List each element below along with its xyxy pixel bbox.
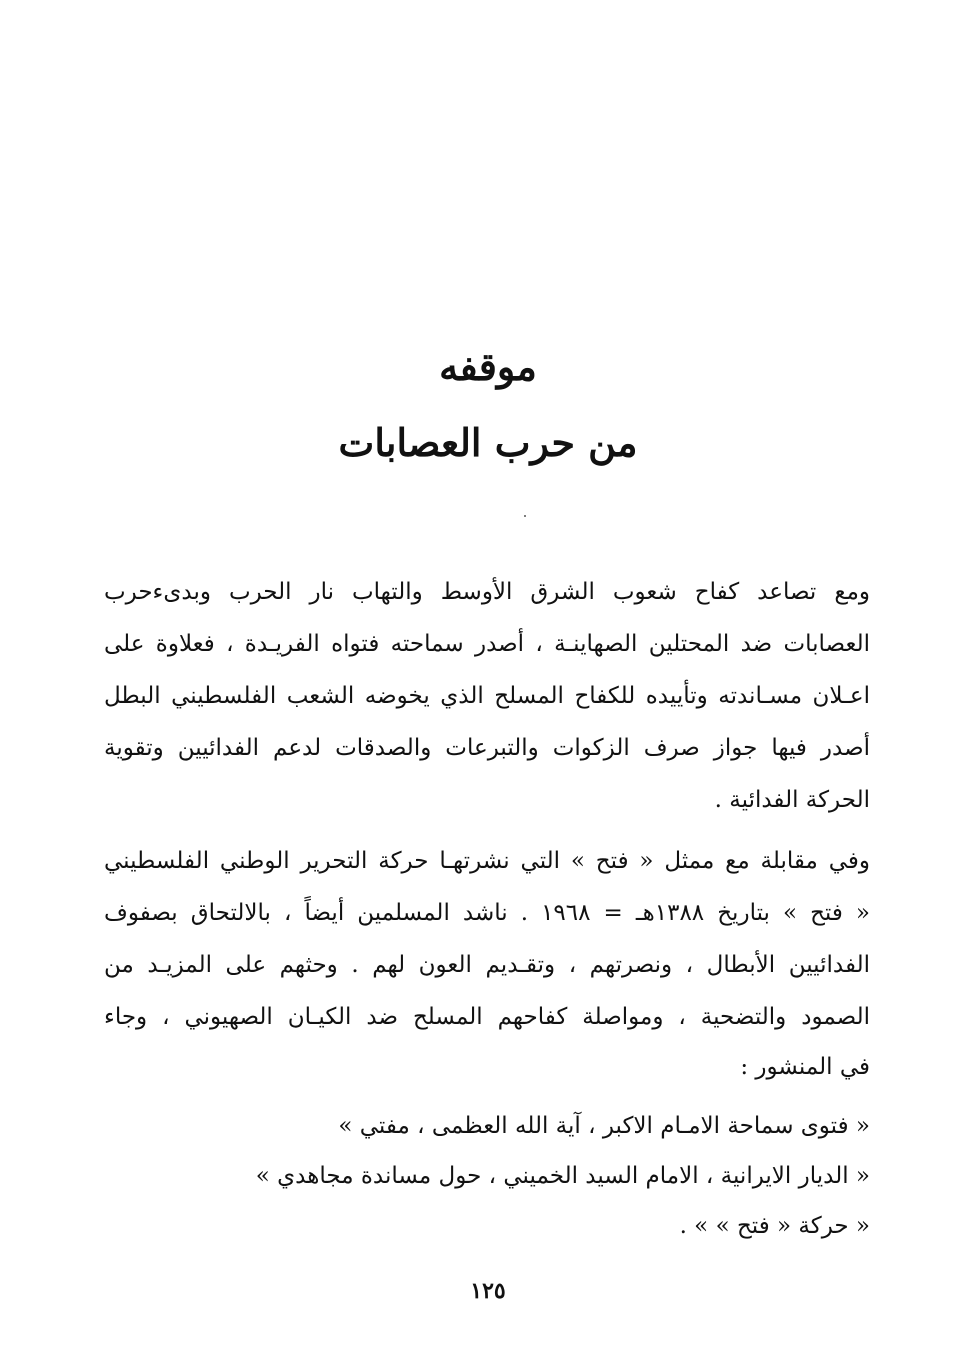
paragraph-2-line: في المنشور : <box>740 1054 870 1080</box>
quote-line: « حركة « فتح » » . <box>679 1213 870 1239</box>
paragraph-1-line: أصدر فيها جواز صرف الزكوات والتبرعات والصدقات لدعم الفدائيين وتقوية <box>104 735 870 761</box>
paragraph-1-line: اعـلان مسـاندته وتأييده للكفاح المسلح الذي يخوضه الشعب الفلسطيني البطل <box>104 683 870 709</box>
quote-line: « الديار الايرانية ، الامام السيد الخميني ، حول مساندة مجاهدي » <box>255 1163 870 1189</box>
paragraph-1-line: الحركة الفدائية . <box>714 787 870 813</box>
paragraph-1-line: ومع تصاعد كفاح شعوب الشرق الأوسط والتهاب نار الحرب وبدىءحرب <box>104 579 870 605</box>
chapter-title: موقفه <box>439 344 537 389</box>
separator-dot <box>524 515 526 517</box>
paragraph-2-line: وفي مقابلة مع ممثل « فتح » التي نشرتهـا حركة التحرير الوطني الفلسطيني <box>104 848 870 874</box>
paragraph-2-line: الصمود والتضحية ، ومواصلة كفاحهم المسلح ضد الكيـان الصهيوني ، وجاء <box>104 1004 870 1030</box>
paragraph-1-line: العصابات ضد المحتلين الصهاينـة ، أصدر سماحته فتواه الفريـدة ، فعلاوة على <box>104 631 870 657</box>
page-number: ١٢٥ <box>470 1278 506 1304</box>
quote-line: « فتوى سماحة الامـام الاكبر ، آية الله العظمى ، مفتي » <box>338 1113 870 1139</box>
paragraph-2-line: الفدائيين الأبطال ، ونصرتهم ، وتقـديم العون لهم . وحثهم على المزيـد من <box>104 952 870 978</box>
chapter-subtitle: من حرب العصابات <box>338 420 638 465</box>
paragraph-2-line: « فتح » بتاريخ ١٣٨٨هـ = ١٩٦٨ . ناشد المسلمين أيضاً ، بالالتحاق بصفوف <box>104 900 870 926</box>
